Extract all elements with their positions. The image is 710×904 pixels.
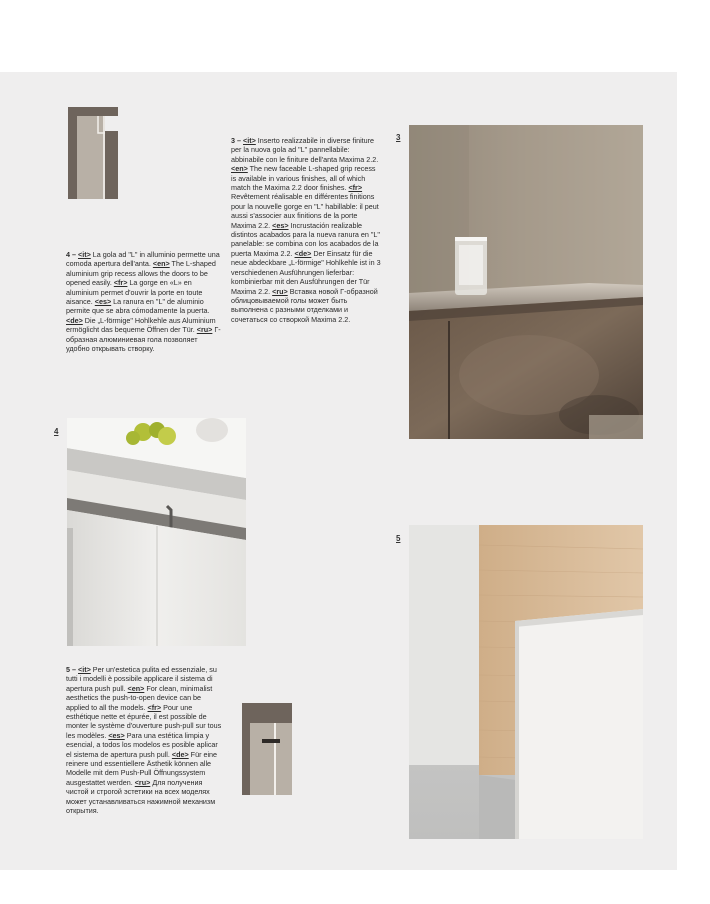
l-grip-profile-diagram	[68, 107, 118, 199]
caption-dash: –	[70, 250, 78, 259]
lang-tag-it: <it>	[78, 250, 91, 259]
lang-tag-it: <it>	[243, 136, 256, 145]
lang-tag-it: <it>	[78, 665, 91, 674]
lang-tag-en: <en>	[127, 683, 145, 693]
lang-tag-en: <en>	[231, 164, 248, 174]
catalogue-page	[0, 72, 677, 870]
caption-text-en: The L-shaped aluminium grip recess allows the doors to be opened easily.	[66, 259, 216, 288]
figure-number-3: 3	[396, 133, 401, 142]
lang-tag-es: <es>	[94, 297, 112, 307]
caption-text-it: La gola ad "L" in alluminio permette una comoda apertura dell'anta.	[66, 250, 220, 269]
lang-tag-es: <es>	[108, 730, 125, 740]
lang-tag-ru: <ru>	[196, 325, 213, 335]
caption-text-es: Incrustación realizable distintos acabados para la nueva ranura en "L" panelable: se combina con los acabados de la puerta Maxima 2.2.	[231, 220, 380, 258]
lang-tag-es: <es>	[272, 220, 289, 230]
lang-tag-ru: <ru>	[134, 777, 151, 787]
caption-figure-4	[66, 250, 222, 353]
caption-dash: –	[70, 665, 78, 674]
caption-text-es: Para una estética limpia y esencial, a todos los modelos es posible aplicar el sistema de apertura push pull.	[66, 730, 218, 759]
photo-stone-door-with-glass	[409, 125, 643, 439]
caption-text-ru: Г-образная алюминиевая гола позволяет удобно открывать створку.	[66, 325, 221, 354]
caption-text-en: The new faceable L-shaped grip recess is available in various finishes, all of which match the Maxima 2.2 door finishes.	[231, 164, 376, 193]
lang-tag-fr: <fr>	[348, 183, 363, 193]
lang-tag-ru: <ru>	[272, 286, 288, 296]
caption-figure-3	[231, 136, 381, 324]
caption-dash: –	[235, 136, 243, 145]
lang-tag-de: <de>	[171, 749, 189, 759]
push-pull-profile-diagram	[242, 703, 292, 795]
lang-tag-fr: <fr>	[113, 278, 128, 288]
caption-text-de: Der Einsatz für die neue abdeckbare „L-förmige" Hohlkehle ist in 3 verschiedenen Ausführungen lieferbar: kombinierbar mit den Ausführungen der Tür Maxima 2.2.	[231, 248, 381, 296]
figure-number-5: 5	[396, 534, 401, 543]
lang-tag-de: <de>	[66, 315, 83, 325]
caption-text-fr: Revêtement réalisable en différentes finitions pour la nouvelle gorge en "L" habillable: il peut aussi s'associer aux finitions de la porte Maxima 2.2.	[231, 192, 379, 230]
caption-text-de: Für eine reinere und essentiellere Ästhetik können alle Modelle mit dem Push-Pull Öffnungssystem ausgestattet werden.	[66, 749, 218, 787]
lang-tag-fr: <fr>	[147, 702, 162, 712]
caption-figure-5	[66, 665, 222, 816]
caption-text-fr: Pour une esthétique nette et épurée, il est possible de monter le système d'ouverture push-pull sur tous les modèles.	[66, 702, 222, 740]
caption-text-en: For clean, minimalist aesthetics the push-to-open device can be applied to all the models.	[66, 683, 213, 712]
caption-text-ru: Для получения чистой и строгой эстетики на всех моделях может устанавливаться нажимной механизм открытия.	[66, 777, 216, 816]
caption-number: 4	[66, 250, 70, 259]
caption-text-de: Die „L-förmige" Hohlkehle aus Aluminium ermöglicht das bequeme Öffnen der Tür.	[66, 315, 216, 335]
caption-text-it: Per un'estetica pulita ed essenziale, su tutti i modelli è possibile applicare il sistema di apertura push pull.	[66, 665, 217, 693]
photo-white-door-l-grip	[67, 418, 246, 646]
caption-number: 3	[231, 136, 235, 145]
lang-tag-de: <de>	[294, 248, 312, 258]
caption-number: 5	[66, 665, 70, 674]
caption-text-fr: La gorge en «L» en aluminium permet d'ouvrir la porte en toute aisance.	[66, 278, 203, 307]
caption-text-es: La ranura en "L" de aluminio permite que se abra cómodamente la puerta.	[66, 297, 210, 316]
lang-tag-en: <en>	[152, 259, 170, 269]
figure-number-4: 4	[54, 427, 59, 436]
caption-text-ru: Вставка новой Г-образной облицовываемой голы может быть выполнена с разными отделками и сочетаться со створкой Maxima 2.2.	[231, 286, 378, 324]
photo-push-pull-door	[409, 525, 643, 839]
caption-text-it: Inserto realizzabile in diverse finiture per la nuova gola ad "L" pannellabile: abbinabile con le finiture dell'anta Maxima 2.2.	[231, 136, 379, 164]
